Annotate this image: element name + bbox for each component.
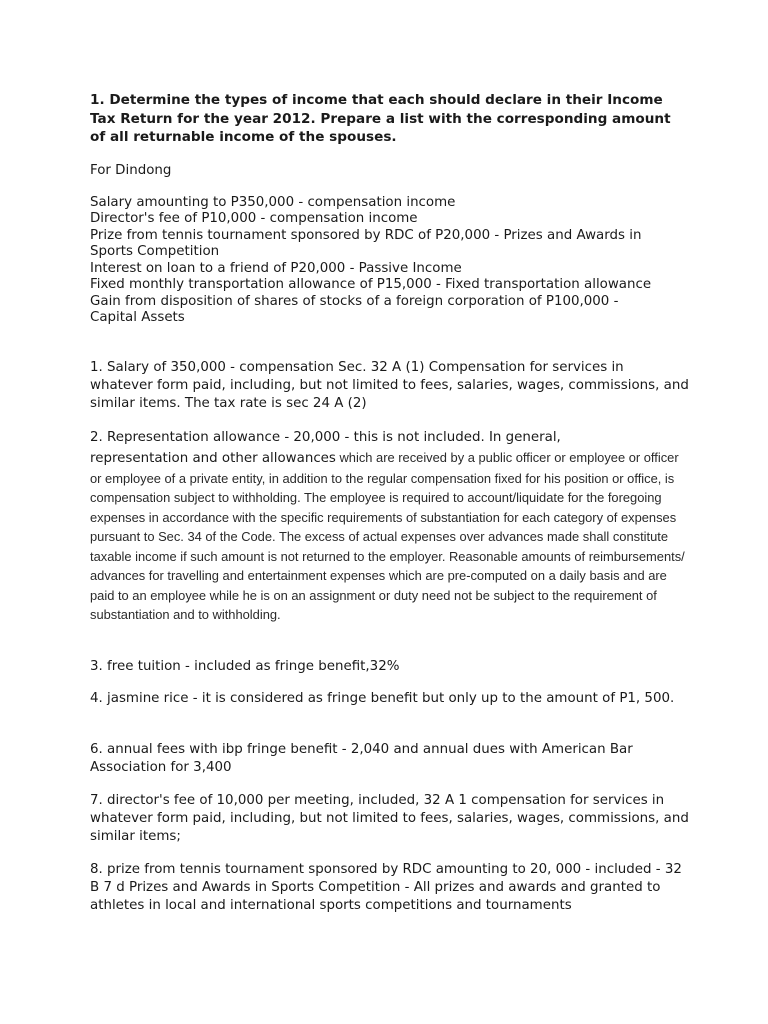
income-item-interest: Interest on loan to a friend of P20,000 - Passive Income: [90, 261, 462, 276]
answer-3-tuition: 3. free tuition - included as fringe benefit,32%: [90, 659, 400, 674]
answer-2-body-rest: which are received by a public officer or employee or officer or employee of a private entity, in addition to the regular compensation fixed for his position or office, is compensation subject to withholding. The employee is required to account/liquidate for the foregoing expenses in accordance with the specific requirements of substantiation for each category of expenses pursuant to Sec. 34 of the Code. The excess of actual expenses over advances made shall constitute taxable income if such amount is not returned to the employer. Reasonable amounts of reimbursements/ advances for travelling and entertainment expenses which are pre-computed on a daily basis and are paid to an employee while he is on an assignment or duty need not be subject to the requirement of substantiation and to withholding.: [90, 450, 685, 623]
answer-6-annual-fees: 6. annual fees with ibp fringe benefit - 2,040 and annual dues with American Bar Association for 3,400: [90, 742, 633, 776]
income-item-gain-disposition: Gain from disposition of shares of stocks of a foreign corporation of P100,000 -: [90, 294, 619, 309]
income-item-salary: Salary amounting to P350,000 - compensation income: [90, 195, 456, 210]
answer-2-body-lead: representation and other allowances: [90, 451, 336, 466]
income-item-directors-fee: Director's fee of P10,000 - compensation income: [90, 211, 418, 226]
answer-2-first-line: 2. Representation allowance - 20,000 - this is not included. In general,: [90, 430, 561, 445]
answer-7-directors-fee: 7. director's fee of 10,000 per meeting, included, 32 A 1 compensation for services in whatever form paid, including, but not limited to fees, salaries, wages, commissions, and similar items;: [90, 793, 689, 845]
answer-1-salary: 1. Salary of 350,000 - compensation Sec. 32 A (1) Compensation for services in whatever form paid, including, but not limited to fees, salaries, wages, commissions, and similar items. The tax rate is sec 24 A (2): [90, 360, 689, 412]
answer-2-body: [90, 448, 690, 625]
income-item-prize-cont: Sports Competition: [90, 244, 220, 259]
answer-8-prize: 8. prize from tennis tournament sponsored by RDC amounting to 20, 000 - included - 32 B 7 d Prizes and Awards in Sports Competition - All prizes and awards and granted to athletes in local and international sports competitions and tournaments: [90, 862, 682, 914]
for-dindong-label: For Dindong: [90, 163, 172, 178]
answer-2-representation: [90, 428, 690, 625]
question-heading: 1. Determine the types of income that each should declare in their Income Tax Return for the year 2012. Prepare a list with the corresponding amount of all returnable income of the spouses.: [90, 92, 671, 145]
income-item-prize: Prize from tennis tournament sponsored by RDC of P20,000 - Prizes and Awards in: [90, 228, 642, 243]
income-item-transportation: Fixed monthly transportation allowance of P15,000 - Fixed transportation allowance: [90, 277, 652, 292]
answer-4-jasmine-rice: 4. jasmine rice - it is considered as fringe benefit but only up to the amount of P1, 500.: [90, 691, 675, 706]
income-item-capital-assets: Capital Assets: [90, 310, 185, 325]
